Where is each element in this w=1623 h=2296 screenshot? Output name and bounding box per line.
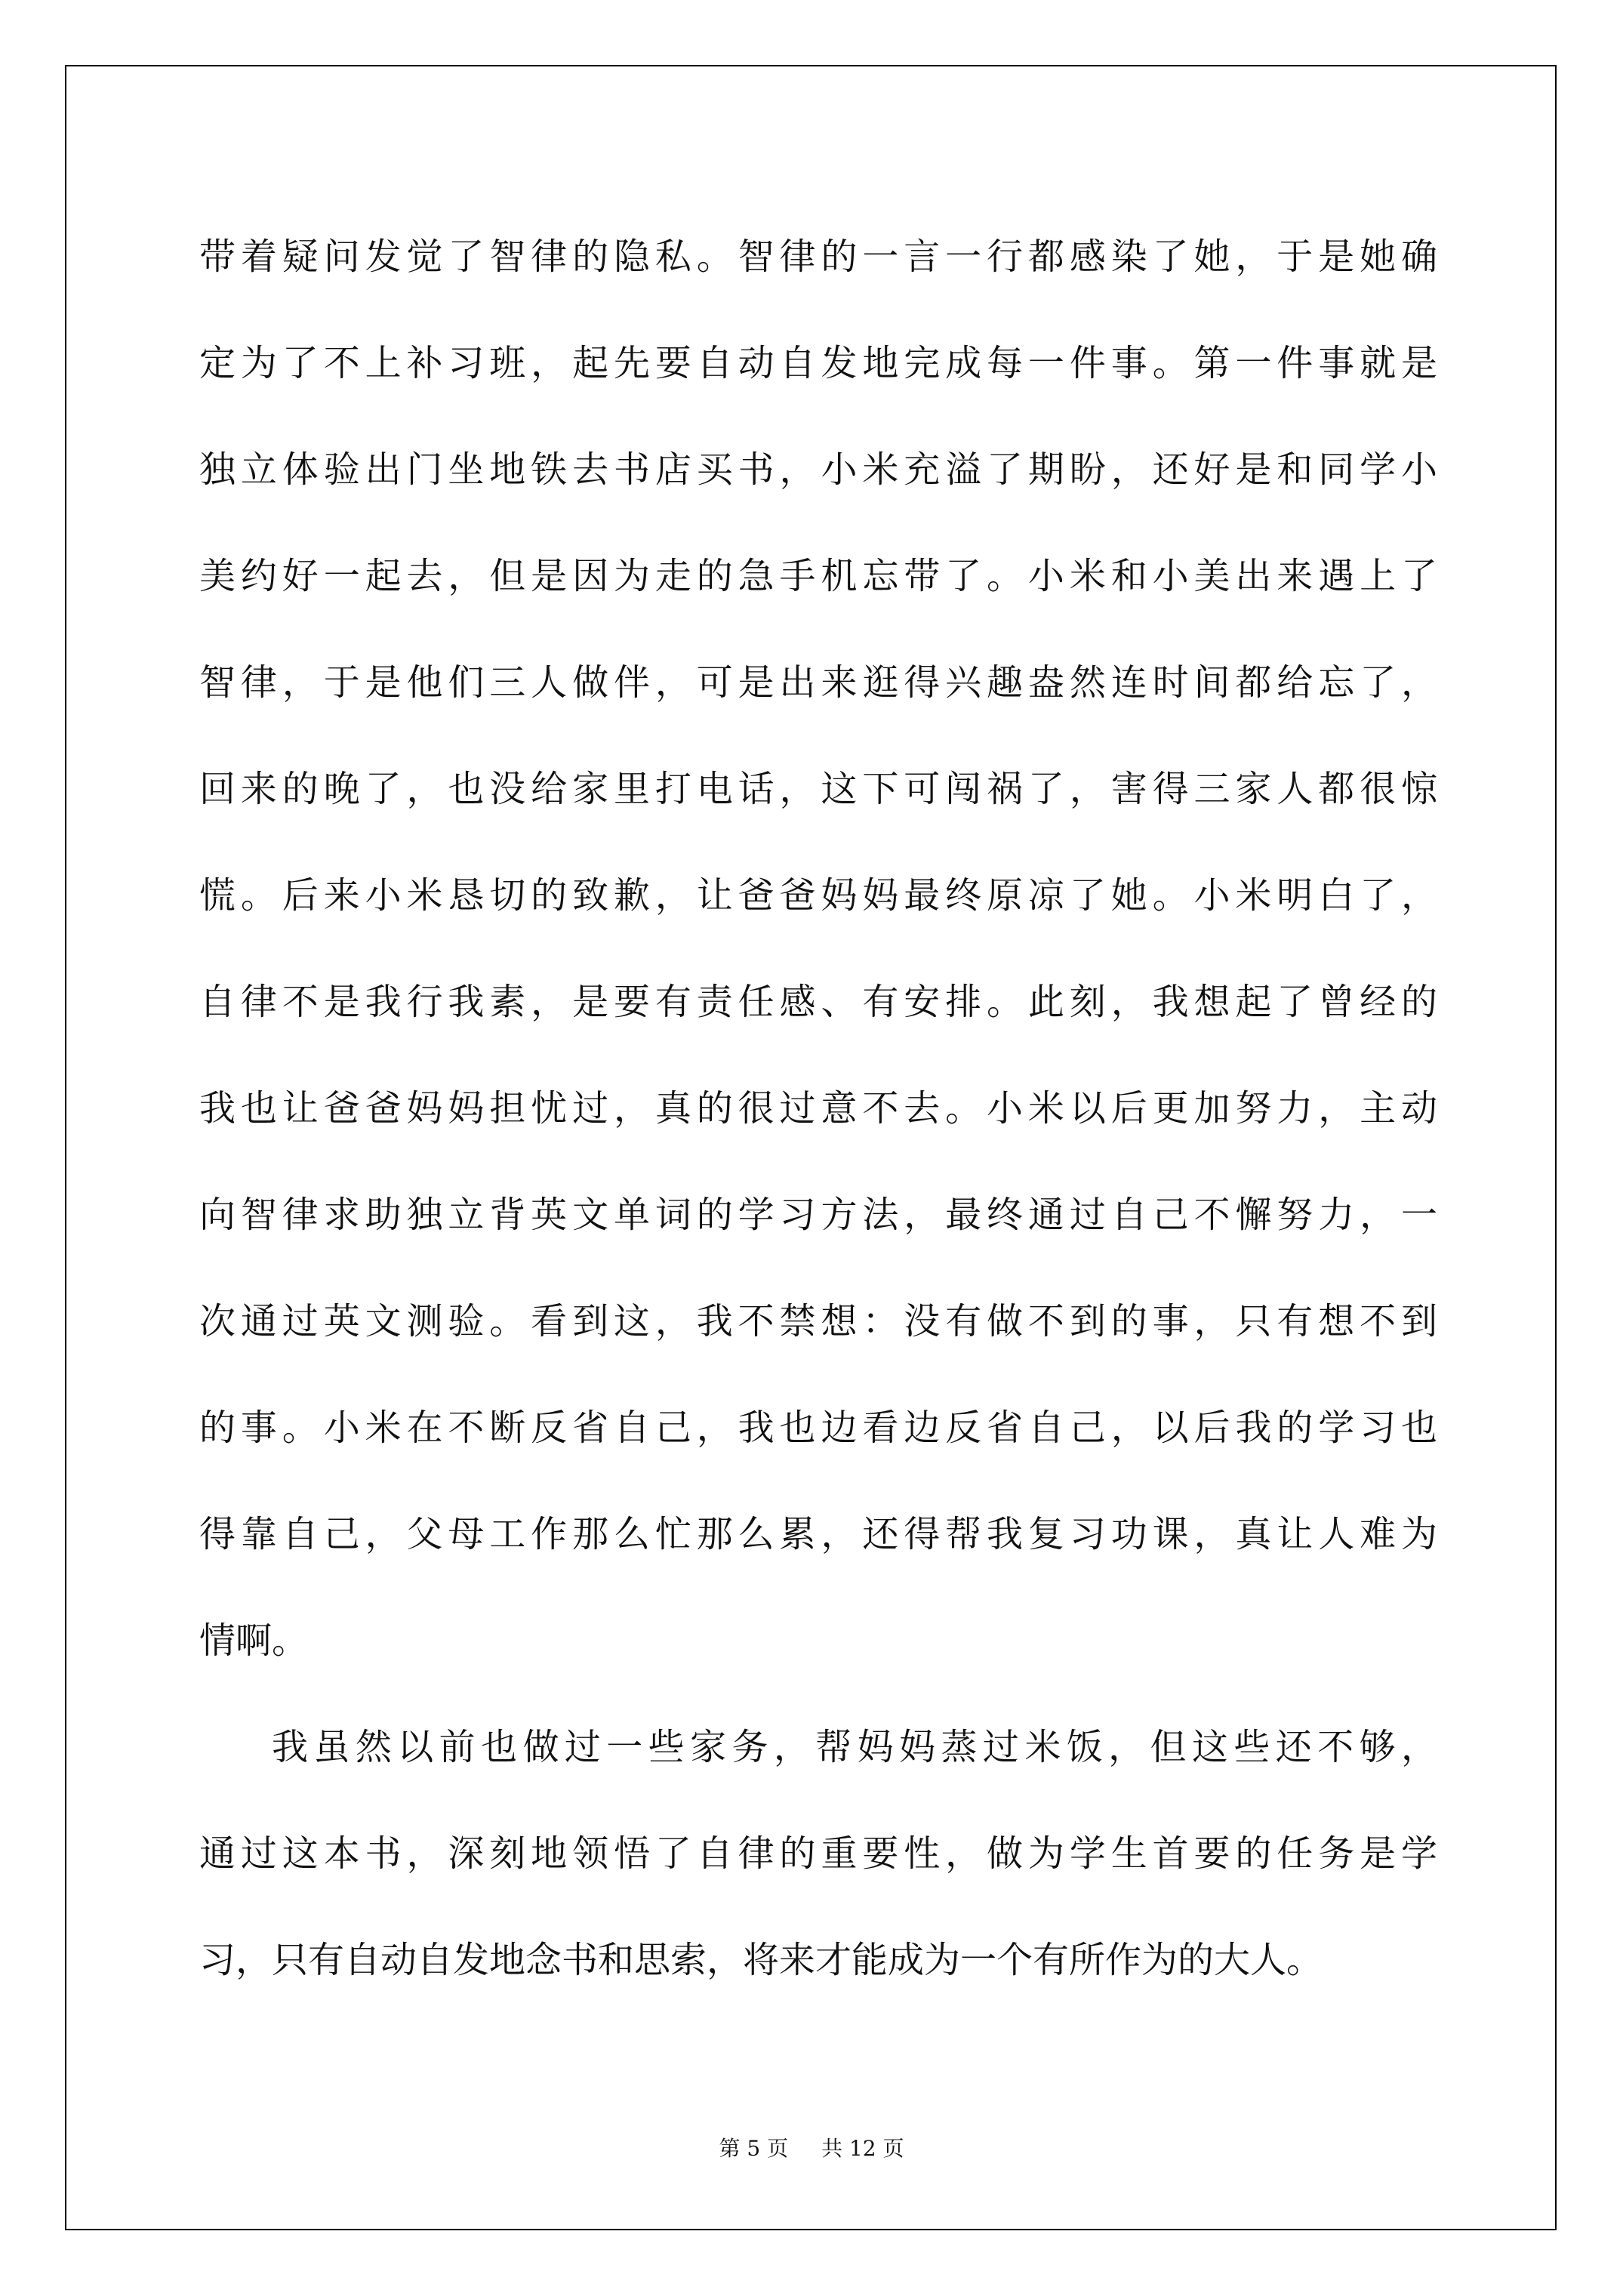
text-line: 自律不是我行我素，是要有责任感、有安排。此刻，我想起了曾经的	[199, 981, 1437, 1023]
paragraph-first-line: 我虽然以前也做过一些家务，帮妈妈蒸过米饭，但这些还不够，	[272, 1726, 1437, 1768]
text-line: 回来的晚了，也没给家里打电话，这下可闯祸了，害得三家人都很惊	[199, 768, 1437, 810]
text-line: 我也让爸爸妈妈担忧过，真的很过意不去。小米以后更加努力，主动	[199, 1087, 1437, 1130]
text-line: 通过这本书，深刻地领悟了自律的重要性，做为学生首要的任务是学	[199, 1832, 1437, 1875]
text-line: 得靠自己，父母工作那么忙那么累，还得帮我复习功课，真让人难为	[199, 1513, 1437, 1555]
text-line: 独立体验出门坐地铁去书店买书，小米充溢了期盼，还好是和同学小	[199, 448, 1437, 491]
text-line: 次通过英文测验。看到这，我不禁想：没有做不到的事，只有想不到	[199, 1300, 1437, 1342]
page-number: 第 5 页	[719, 2136, 789, 2161]
text-line: 的事。小米在不断反省自己，我也边看边反省自己，以后我的学习也	[199, 1407, 1437, 1449]
text-line: 智律，于是他们三人做伴，可是出来逛得兴趣盎然连时间都给忘了，	[199, 661, 1437, 704]
text-line: 带着疑问发觉了智律的隐私。智律的一言一行都感染了她，于是她确	[199, 236, 1437, 278]
page-total: 共 12 页	[821, 2136, 904, 2161]
text-line: 向智律求助独立背英文单词的学习方法，最终通过自己不懈努力，一	[199, 1194, 1437, 1236]
paragraph-end-line: 情啊。	[199, 1620, 309, 1662]
text-line: 美约好一起去，但是因为走的急手机忘带了。小米和小美出来遇上了	[199, 555, 1437, 597]
text-line: 定为了不上补习班，起先要自动自发地完成每一件事。第一件事就是	[199, 342, 1437, 384]
page-footer	[0, 2132, 1623, 2162]
paragraph-end-line: 习，只有自动自发地念书和思索，将来才能成为一个有所作为的大人。	[199, 1939, 1323, 1981]
document-body	[199, 204, 1437, 2014]
text-line: 慌。后来小米恳切的致歉，让爸爸妈妈最终原凉了她。小米明白了，	[199, 874, 1437, 917]
